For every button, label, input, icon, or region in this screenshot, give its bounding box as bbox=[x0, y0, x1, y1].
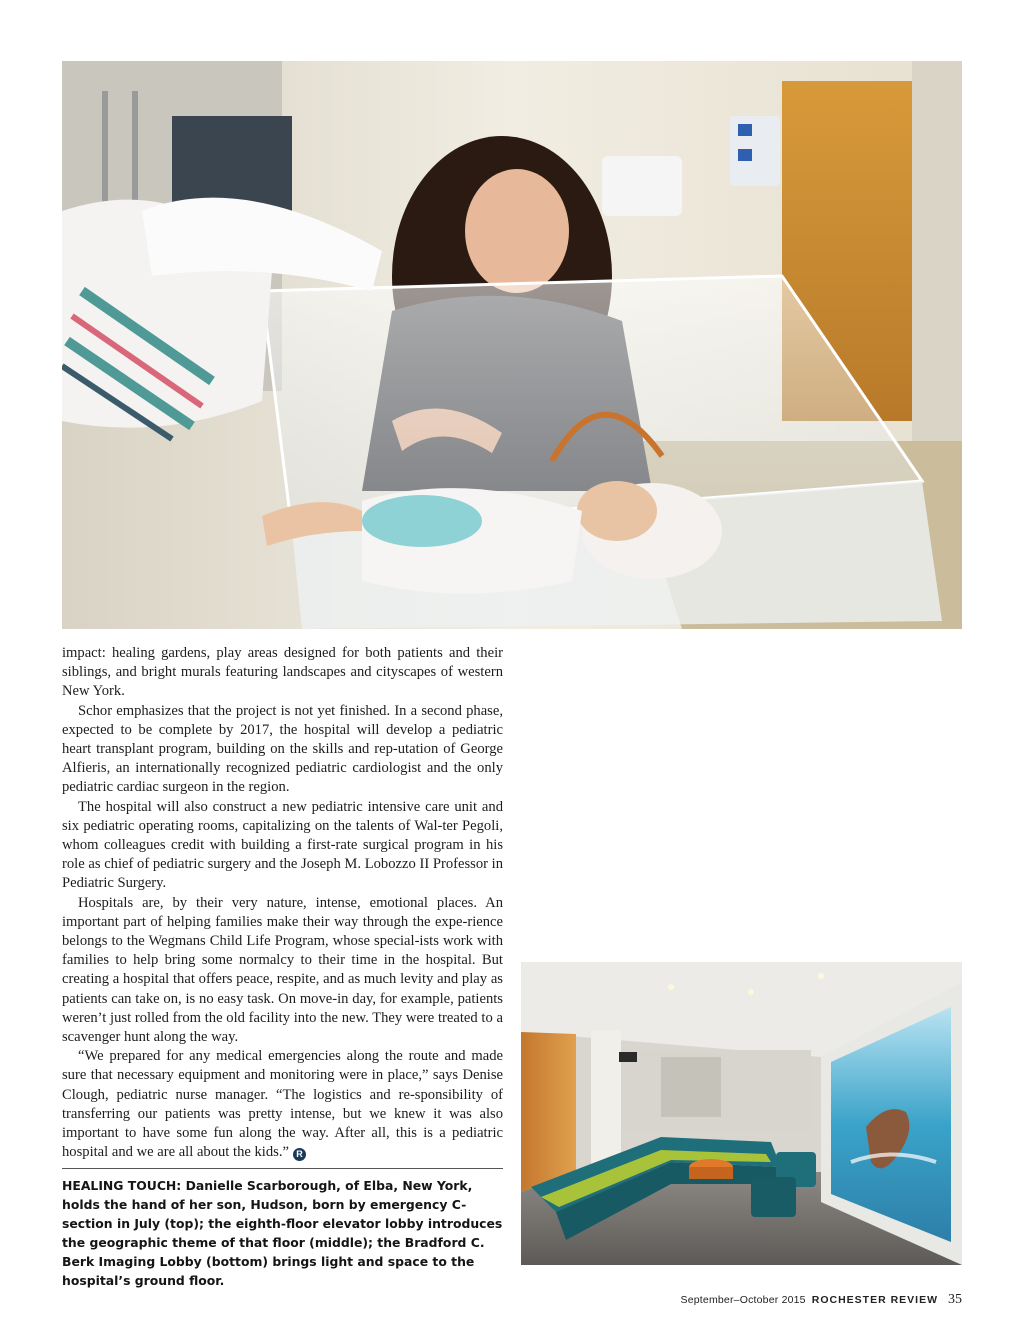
publication-name: ROCHESTER REVIEW bbox=[811, 1294, 938, 1306]
nicu-photo-illustration bbox=[62, 61, 962, 629]
baby-diaper bbox=[362, 495, 482, 547]
article-paragraph: Hospitals are, by their very nature, intense, emotional places. An important part of helping families make their way through the expe-rience belongs to the Wegmans Child Life Program, whose special-ists work with families to help bring some normalcy to their time in the hospital. But creating a hospital that offers peace, respite, and as much levity and play as patients can take on, is no easy task. On move-in day, for example, patients weren’t just rolled from the old facility into the new. They were treated to a scavenger hunt along the way. bbox=[62, 894, 503, 1046]
article-paragraph: Schor emphasizes that the project is not yet finished. In a second phase, expected to be complete by 2017, the hospital will develop a pediatric heart transplant program, building on the skills and rep-utation of George Alfieris, an internationally recognized pediatric cardiologist and the only pediatric cardiac surgeon in the region. bbox=[62, 702, 503, 796]
lobby-photo-illustration bbox=[521, 962, 962, 1265]
caption-lead: HEALING TOUCH: bbox=[62, 1178, 182, 1193]
article-paragraph: impact: healing gardens, play areas designed for both patients and their siblings, and bright murals featuring landscapes and cityscapes of western New York. bbox=[62, 645, 503, 700]
caption-text: Danielle Scarborough, of Elba, New York, holds the hand of her son, Hudson, born by emergency C-section in July (top); the eighth-floor elevator lobby introduces the geographic theme of that floor (middle); the Bradford C. Berk Imaging Lobby (bottom) brings light and space to the hospital’s ground floor. bbox=[62, 1178, 503, 1288]
caption-divider bbox=[62, 1168, 503, 1169]
photo-caption bbox=[62, 1176, 503, 1290]
mother-face bbox=[465, 169, 569, 293]
nicu-photo bbox=[62, 61, 962, 629]
article-paragraph-last bbox=[62, 1047, 503, 1162]
article-body bbox=[62, 644, 503, 1162]
lobby-photo bbox=[521, 962, 962, 1265]
page-number: 35 bbox=[948, 1292, 962, 1307]
baby-head bbox=[577, 481, 657, 541]
page-footer bbox=[681, 1292, 963, 1308]
article-paragraph-text: “We prepared for any medical emergencies along the route and made sure that necessary equipment and monitoring were in place,” says Denise Clough, pediatric nurse manager. “The logistics and re-sponsibility of transferring our patients was pretty intense, but we knew it was also important to have some fun along the way. After all, this is a pediatric hospital and we are all about the kids.” bbox=[62, 1048, 503, 1161]
wood-wall bbox=[521, 1032, 576, 1192]
issue-date: September–October 2015 bbox=[680, 1294, 806, 1306]
article-paragraph: The hospital will also construct a new pediatric intensive care unit and six pediatric operating rooms, capitalizing on the talents of Wal-ter Pegoli, whom colleagues credit with building a first-rate surgical program in his role as chief of pediatric surgery and the Joseph M. Lobozzo II Professor in Pediatric Surgery. bbox=[62, 798, 503, 892]
end-mark-icon: R bbox=[293, 1148, 306, 1161]
